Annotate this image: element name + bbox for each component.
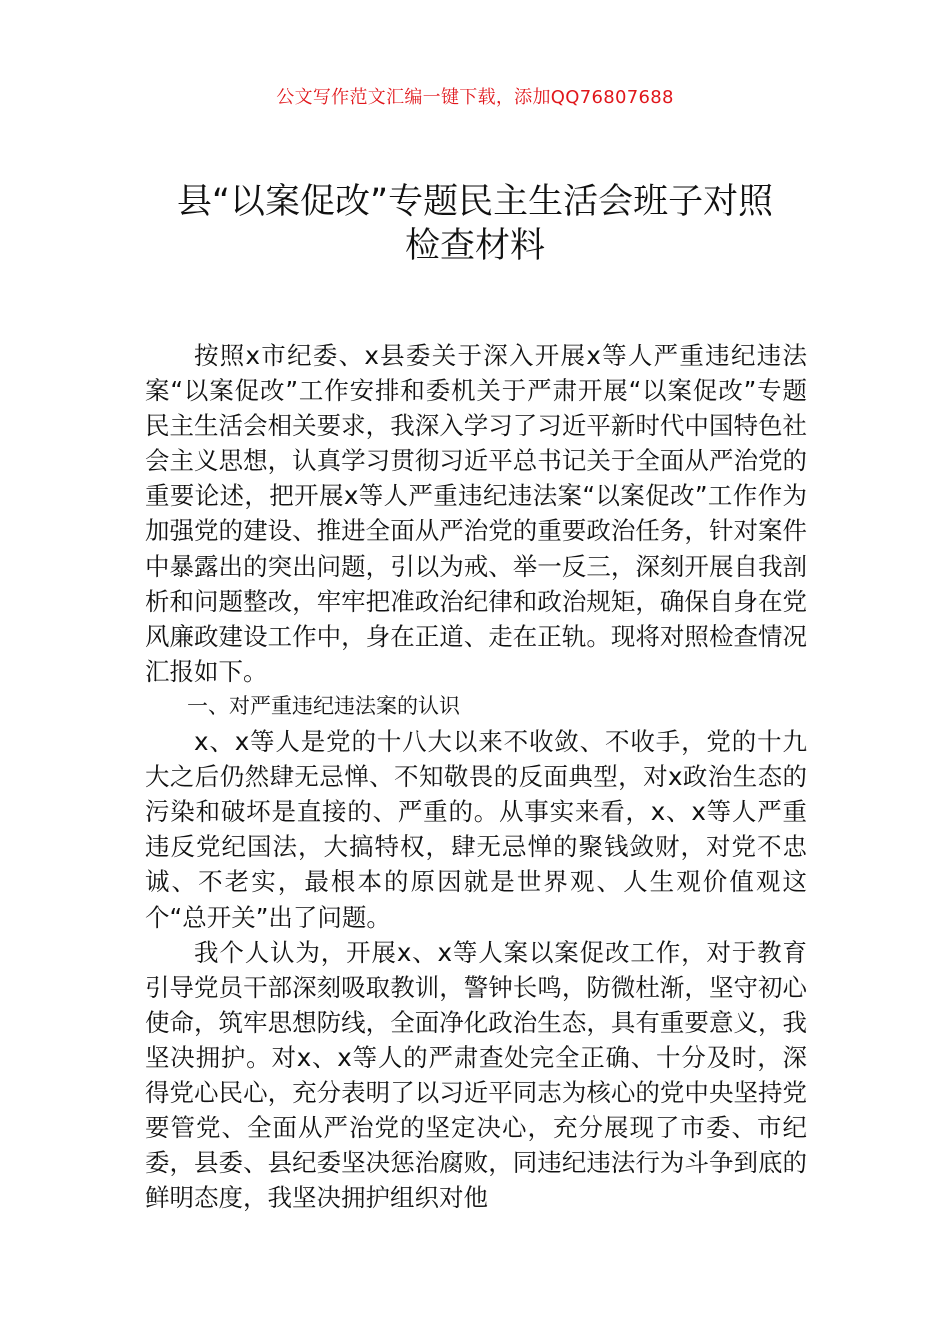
document-title-line-1: 县“以案促改”专题民主生活会班子对照 bbox=[176, 182, 774, 222]
download-banner: 公文写作范文汇编一键下载，添加QQ76807688 bbox=[276, 87, 674, 108]
document-body bbox=[145, 338, 807, 1215]
body-paragraph: x、x等人是党的十八大以来不收敛、不收手，党的十九大之后仍然肆无忌惮、不知敬畏的反面典型，对x政治生态的污染和破坏是直接的、严重的。从事实来看，x、x等人严重违反党纪国法，大搞特权，肆无忌惮的聚钱敛财，对党不忠诚、不老实，最根本的原因就是世界观、人生观价值观这个“总开关”出了问题。 bbox=[145, 727, 807, 932]
intro-paragraph: 按照x市纪委、x县委关于深入开展x等人严重违纪违法案“以案促改”工作安排和委机关于严肃开展“以案促改”专题民主生活会相关要求，我深入学习了习近平新时代中国特色社会主义思想，认真学习贯彻习近平总书记关于全面从严治党的重要论述，把开展x等人严重违纪违法案“以案促改”工作作为加强党的建设、推进全面从严治党的重要政治任务，针对案件中暴露出的突出问题，引以为戒、举一反三，深刻开展自我剖析和问题整改，牢牢把准政治纪律和政治规矩，确保自身在党风廉政建设工作中，身在正道、走在正轨。现将对照检查情况汇报如下。 bbox=[145, 341, 807, 686]
section-heading: 一、对严重违纪违法案的认识 bbox=[187, 693, 460, 718]
document-title-line-2: 检查材料 bbox=[404, 226, 545, 266]
body-paragraph: 我个人认为，开展x、x等人案以案促改工作，对于教育引导党员干部深刻吸取教训，警钟长鸣，防微杜渐，坚守初心使命，筑牢思想防线，全面净化政治生态，具有重要意义，我坚决拥护。对x、x等人的严肃查处完全正确、十分及时，深得党心民心，充分表明了以习近平同志为核心的党中央坚持党要管党、全面从严治党的坚定决心，充分展现了市委、市纪委，县委、县纪委坚决惩治腐败，同违纪违法行为斗争到底的鲜明态度，我坚决拥护组织对他 bbox=[145, 937, 807, 1213]
